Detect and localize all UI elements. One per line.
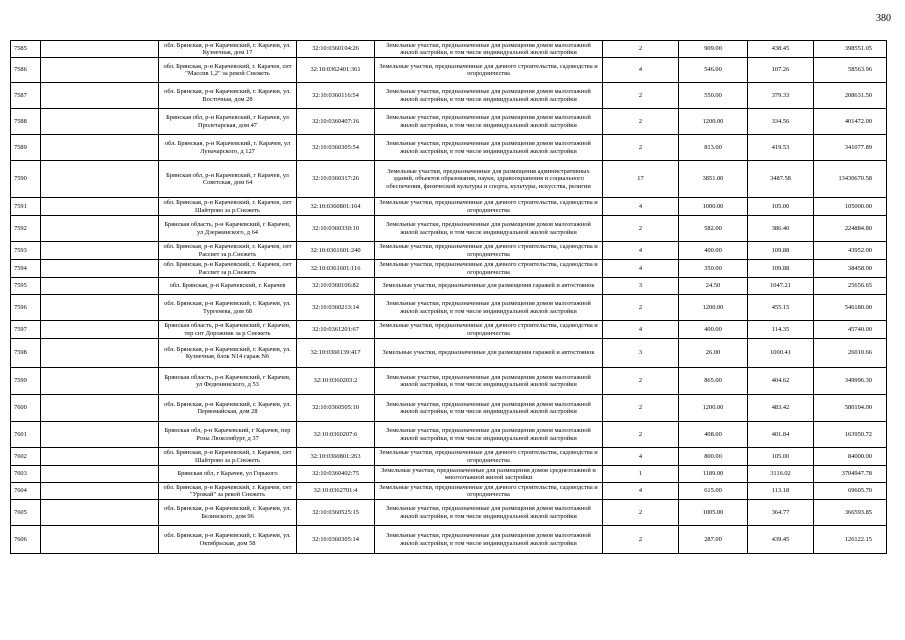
cadastral-number-cell: 32:10:0362701:4: [297, 483, 375, 500]
blank-cell: [41, 339, 159, 368]
address-cell: обл. Брянская, р-н Карачевский, г. Карачев, ул. Октябрьская, дом 58: [159, 526, 297, 554]
cadastral-value-cell: 208631.50: [814, 83, 887, 109]
cadastral-number-cell: 32:10:0360505:10: [297, 395, 375, 422]
area-cell: 1000.00: [679, 198, 748, 216]
row-number-cell: 7602: [11, 448, 41, 466]
cadastral-value-cell: 126122.15: [814, 526, 887, 554]
cadastral-value-cell: 546180.00: [814, 295, 887, 321]
cadastral-value-cell: 43952.00: [814, 242, 887, 260]
table-row: [11, 395, 887, 422]
address-cell: обл. Брянская, р-н Карачевский, г. Карачев, снт Рассвет за р.Снежеть: [159, 260, 297, 278]
address-cell: обл. Брянская, р-н Карачевский, г. Карачев, ул. Кузнечная, дом 17: [159, 41, 297, 58]
table-row: [11, 161, 887, 198]
area-cell: 1005.00: [679, 500, 748, 526]
cadastral-number-cell: 32:10:0360402:75: [297, 466, 375, 483]
land-use-cell: Земельные участки, предназначенные для размещения домов малоэтажной жилой застройки, в том числе индивидуальной жилой застройки: [375, 83, 603, 109]
land-use-cell: Земельные участки, предназначенные для размещения домов малоэтажной жилой застройки, в том числе индивидуальной жилой застройки: [375, 526, 603, 554]
unit-price-cell: 114.35: [748, 321, 814, 339]
use-code-cell: 3: [603, 339, 679, 368]
row-number-cell: 7595: [11, 278, 41, 295]
row-number-cell: 7600: [11, 395, 41, 422]
land-use-cell: Земельные участки, предназначенные для дачного строительства, садоводства и огородничества: [375, 321, 603, 339]
cadastral-number-cell: 32:10:0360139:417: [297, 339, 375, 368]
cadastral-number-cell: 32:10:0360407:16: [297, 109, 375, 135]
address-cell: обл. Брянская, р-н Карачевский, г. Карачев: [159, 278, 297, 295]
area-cell: 1200.00: [679, 295, 748, 321]
row-number-cell: 7590: [11, 161, 41, 198]
cadastral-number-cell: 32:10:0361601:240: [297, 242, 375, 260]
area-cell: 1189.00: [679, 466, 748, 483]
row-number-cell: 7589: [11, 135, 41, 161]
row-number-cell: 7586: [11, 58, 41, 83]
unit-price-cell: 3116.02: [748, 466, 814, 483]
area-cell: 400.00: [679, 321, 748, 339]
use-code-cell: 2: [603, 368, 679, 395]
cadastral-value-cell: 105000.00: [814, 198, 887, 216]
row-number-cell: 7588: [11, 109, 41, 135]
use-code-cell: 4: [603, 58, 679, 83]
land-use-cell: Земельные участки, предназначенные для дачного строительства, садоводства и огородничества: [375, 260, 603, 278]
address-cell: Брянская область, р-н Карачевский, г Карачев, ул Федюнинского, д 53: [159, 368, 297, 395]
blank-cell: [41, 368, 159, 395]
cadastral-value-cell: 224884.80: [814, 216, 887, 242]
blank-cell: [41, 83, 159, 109]
table-row: [11, 41, 887, 58]
use-code-cell: 2: [603, 295, 679, 321]
area-cell: 3851.00: [679, 161, 748, 198]
blank-cell: [41, 278, 159, 295]
blank-cell: [41, 466, 159, 483]
cadastral-value-cell: 26010.66: [814, 339, 887, 368]
unit-price-cell: 1000.41: [748, 339, 814, 368]
cadastral-value-cell: 38458.00: [814, 260, 887, 278]
blank-cell: [41, 483, 159, 500]
blank-cell: [41, 198, 159, 216]
cadastral-number-cell: 32:10:0360116:54: [297, 83, 375, 109]
use-code-cell: 2: [603, 216, 679, 242]
address-cell: Брянская область, р-н Карачевский, г Карачев, тер снт Дорожник за р Снежеть: [159, 321, 297, 339]
blank-cell: [41, 448, 159, 466]
table-row: [11, 321, 887, 339]
cadastral-number-cell: 32:10:0360317:26: [297, 161, 375, 198]
table-row: [11, 448, 887, 466]
table-row: [11, 242, 887, 260]
cadastral-number-cell: 32:10:0360104:26: [297, 41, 375, 58]
address-cell: обл. Брянская, р-н Карачевский, г. Карачев, снт Шайтрово за р.Снежеть: [159, 448, 297, 466]
land-use-cell: Земельные участки, предназначенные для размещения административных зданий, объектов образования, науки, здравоохранения и социального обеспечения, физической культуры и спорта, культуры, искусства, религии: [375, 161, 603, 198]
cadastral-value-cell: 401472.00: [814, 109, 887, 135]
table-row: [11, 278, 887, 295]
cadastral-value-cell: 341077.89: [814, 135, 887, 161]
unit-price-cell: 364.77: [748, 500, 814, 526]
table-row: [11, 58, 887, 83]
address-cell: Брянская область, р-н Карачевский, г Карачев, ул Дзержинского, д 64: [159, 216, 297, 242]
blank-cell: [41, 109, 159, 135]
cadastral-number-cell: 32:10:0360801:164: [297, 198, 375, 216]
table-row: [11, 483, 887, 500]
blank-cell: [41, 58, 159, 83]
unit-price-cell: 113.18: [748, 483, 814, 500]
area-cell: 546.00: [679, 58, 748, 83]
cadastral-value-cell: 398551.05: [814, 41, 887, 58]
unit-price-cell: 379.33: [748, 83, 814, 109]
table-row: [11, 339, 887, 368]
table-row: [11, 216, 887, 242]
land-use-cell: Земельные участки, предназначенные для размещения домов среднеэтажной и многоэтажной жилой застройки: [375, 466, 603, 483]
unit-price-cell: 386.40: [748, 216, 814, 242]
cadastral-number-cell: 32:10:0360801:263: [297, 448, 375, 466]
land-use-cell: Земельные участки, предназначенные для размещения домов малоэтажной жилой застройки, в том числе индивидуальной жилой застройки: [375, 216, 603, 242]
row-number-cell: 7591: [11, 198, 41, 216]
blank-cell: [41, 260, 159, 278]
table-row: [11, 466, 887, 483]
blank-cell: [41, 321, 159, 339]
registry-body: [11, 41, 887, 554]
address-cell: обл. Брянская, р-н Карачевский, г. Карачев, снт "Массив 1,2" за рекой Снежеть: [159, 58, 297, 83]
land-use-cell: Земельные участки, предназначенные для размещения домов малоэтажной жилой застройки, в том числе индивидуальной жилой застройки: [375, 368, 603, 395]
use-code-cell: 2: [603, 500, 679, 526]
cadastral-value-cell: 45740.00: [814, 321, 887, 339]
row-number-cell: 7593: [11, 242, 41, 260]
table-row: [11, 109, 887, 135]
use-code-cell: 2: [603, 422, 679, 448]
use-code-cell: 2: [603, 526, 679, 554]
unit-price-cell: 334.56: [748, 109, 814, 135]
address-cell: обл. Брянская, р-н Карачевский, г. Карачев, ул. Восточная, дом 28: [159, 83, 297, 109]
row-number-cell: 7592: [11, 216, 41, 242]
cadastral-value-cell: 25656.65: [814, 278, 887, 295]
area-cell: 350.00: [679, 260, 748, 278]
blank-cell: [41, 135, 159, 161]
cadastral-number-cell: 32:10:0360305:14: [297, 526, 375, 554]
land-use-cell: Земельные участки, предназначенные для размещения домов малоэтажной жилой застройки, в том числе индивидуальной жилой застройки: [375, 500, 603, 526]
blank-cell: [41, 242, 159, 260]
cadastral-value-cell: 349996.30: [814, 368, 887, 395]
cadastral-number-cell: 32:10:0362401:361: [297, 58, 375, 83]
cadastral-number-cell: 32:10:0360213:14: [297, 295, 375, 321]
area-cell: 1200.00: [679, 109, 748, 135]
table-row: [11, 83, 887, 109]
area-cell: 287.00: [679, 526, 748, 554]
table-row: [11, 260, 887, 278]
blank-cell: [41, 216, 159, 242]
cadastral-value-cell: 366593.85: [814, 500, 887, 526]
address-cell: Брянская обл, р-н Карачевский, г Карачев, ул Пролетарская, дом 47: [159, 109, 297, 135]
use-code-cell: 4: [603, 260, 679, 278]
unit-price-cell: 404.62: [748, 368, 814, 395]
land-use-cell: Земельные участки, предназначенные для размещения домов малоэтажной жилой застройки, в том числе индивидуальной жилой застройки: [375, 135, 603, 161]
address-cell: обл. Брянская, р-н Карачевский, г. Карачев, снт "Урожай" за рекой Снежеть: [159, 483, 297, 500]
use-code-cell: 2: [603, 41, 679, 58]
land-use-cell: Земельные участки, предназначенные для размещения домов малоэтажной жилой застройки, в том числе индивидуальной жилой застройки: [375, 422, 603, 448]
area-cell: 615.00: [679, 483, 748, 500]
area-cell: 1200.00: [679, 395, 748, 422]
area-cell: 909.00: [679, 41, 748, 58]
address-cell: обл. Брянская, р-н Карачевский, г. Карачев, ул. Кузнечная, блок N14 гараж N6: [159, 339, 297, 368]
blank-cell: [41, 295, 159, 321]
cadastral-number-cell: 32:10:0360330:10: [297, 216, 375, 242]
use-code-cell: 4: [603, 448, 679, 466]
row-number-cell: 7606: [11, 526, 41, 554]
cadastral-value-cell: 13430670.58: [814, 161, 887, 198]
area-cell: 582.00: [679, 216, 748, 242]
area-cell: 400.00: [679, 242, 748, 260]
table-row: [11, 422, 887, 448]
blank-cell: [41, 395, 159, 422]
cadastral-number-cell: 32:10:0361201:67: [297, 321, 375, 339]
unit-price-cell: 455.15: [748, 295, 814, 321]
address-cell: обл. Брянская, р-н Карачевский, г. Карачев, снт Шайтрово за р.Снежеть: [159, 198, 297, 216]
land-use-cell: Земельные участки, предназначенные для размещения домов малоэтажной жилой застройки, в том числе индивидуальной жилой застройки: [375, 109, 603, 135]
use-code-cell: 4: [603, 321, 679, 339]
row-number-cell: 7585: [11, 41, 41, 58]
table-row: [11, 295, 887, 321]
land-use-cell: Земельные участки, предназначенные для дачного строительства, садоводства и огородничества: [375, 198, 603, 216]
address-cell: обл. Брянская, р-н Карачевский, г. Карачев, ул Луначарского, д 127: [159, 135, 297, 161]
land-use-cell: Земельные участки, предназначенные для дачного строительства, садоводства и огородничества: [375, 242, 603, 260]
use-code-cell: 3: [603, 278, 679, 295]
use-code-cell: 4: [603, 483, 679, 500]
unit-price-cell: 1047.21: [748, 278, 814, 295]
cadastral-number-cell: 32:10:0360207:6: [297, 422, 375, 448]
use-code-cell: 2: [603, 109, 679, 135]
unit-price-cell: 401.84: [748, 422, 814, 448]
cadastral-number-cell: 32:10:0360203:2: [297, 368, 375, 395]
unit-price-cell: 439.45: [748, 526, 814, 554]
cadastral-number-cell: 32:10:0360305:54: [297, 135, 375, 161]
land-use-cell: Земельные участки, предназначенные для размещения гаражей и автостоянок: [375, 339, 603, 368]
row-number-cell: 7599: [11, 368, 41, 395]
address-cell: обл. Брянская, р-н Карачевский, г. Карачев, ул. Белинского, дом 96: [159, 500, 297, 526]
cadastral-number-cell: 32:10:0361601:116: [297, 260, 375, 278]
blank-cell: [41, 526, 159, 554]
blank-cell: [41, 422, 159, 448]
unit-price-cell: 105.00: [748, 448, 814, 466]
area-cell: 550.00: [679, 83, 748, 109]
land-use-cell: Земельные участки, предназначенные для дачного строительства, садоводства и огородничества: [375, 483, 603, 500]
unit-price-cell: 438.45: [748, 41, 814, 58]
unit-price-cell: 109.88: [748, 260, 814, 278]
row-number-cell: 7605: [11, 500, 41, 526]
table-row: [11, 500, 887, 526]
land-use-cell: Земельные участки, предназначенные для размещения домов малоэтажной жилой застройки, в том числе индивидуальной жилой застройки: [375, 41, 603, 58]
area-cell: 24.50: [679, 278, 748, 295]
unit-price-cell: 483.42: [748, 395, 814, 422]
blank-cell: [41, 500, 159, 526]
land-use-cell: Земельные участки, предназначенные для дачного строительства, садоводства и огородничества: [375, 58, 603, 83]
row-number-cell: 7604: [11, 483, 41, 500]
address-cell: обл. Брянская, р-н Карачевский, г. Карачев, ул. Первомайская, дом 28: [159, 395, 297, 422]
row-number-cell: 7601: [11, 422, 41, 448]
land-use-cell: Земельные участки, предназначенные для размещения домов малоэтажной жилой застройки, в том числе индивидуальной жилой застройки: [375, 395, 603, 422]
table-row: [11, 198, 887, 216]
unit-price-cell: 105.00: [748, 198, 814, 216]
area-cell: 408.00: [679, 422, 748, 448]
blank-cell: [41, 161, 159, 198]
address-cell: Брянская обл, р-н Карачевский, г Карачев, ул Советская, дом 64: [159, 161, 297, 198]
use-code-cell: 4: [603, 242, 679, 260]
unit-price-cell: 419.53: [748, 135, 814, 161]
address-cell: Брянская обл, г Карачев, ул Горького: [159, 466, 297, 483]
area-cell: 26.00: [679, 339, 748, 368]
unit-price-cell: 3487.58: [748, 161, 814, 198]
area-cell: 865.00: [679, 368, 748, 395]
land-registry-table: [10, 40, 887, 554]
area-cell: 800.00: [679, 448, 748, 466]
use-code-cell: 17: [603, 161, 679, 198]
use-code-cell: 2: [603, 395, 679, 422]
cadastral-value-cell: 84000.00: [814, 448, 887, 466]
use-code-cell: 2: [603, 83, 679, 109]
page-number: 380: [876, 13, 891, 24]
area-cell: 813.00: [679, 135, 748, 161]
land-use-cell: Земельные участки, предназначенные для размещения домов малоэтажной жилой застройки, в том числе индивидуальной жилой застройки: [375, 295, 603, 321]
address-cell: обл. Брянская, р-н Карачевский, г. Карачев, снт Рассвет за р.Снежеть: [159, 242, 297, 260]
row-number-cell: 7596: [11, 295, 41, 321]
address-cell: Брянская обл, р-н Карачевский, г Карачев, пер Розы Люксембург, д 37: [159, 422, 297, 448]
cadastral-value-cell: 58563.96: [814, 58, 887, 83]
blank-cell: [41, 41, 159, 58]
cadastral-number-cell: 32:10:0360106:82: [297, 278, 375, 295]
table-row: [11, 135, 887, 161]
table-row: [11, 368, 887, 395]
row-number-cell: 7603: [11, 466, 41, 483]
cadastral-value-cell: 163950.72: [814, 422, 887, 448]
unit-price-cell: 109.88: [748, 242, 814, 260]
table-row: [11, 526, 887, 554]
cadastral-value-cell: 580104.00: [814, 395, 887, 422]
unit-price-cell: 107.26: [748, 58, 814, 83]
use-code-cell: 1: [603, 466, 679, 483]
row-number-cell: 7598: [11, 339, 41, 368]
use-code-cell: 4: [603, 198, 679, 216]
land-use-cell: Земельные участки, предназначенные для дачного строительства, садоводства и огородничества: [375, 448, 603, 466]
use-code-cell: 2: [603, 135, 679, 161]
cadastral-value-cell: 3704947.78: [814, 466, 887, 483]
land-use-cell: Земельные участки, предназначенные для размещения гаражей и автостоянок: [375, 278, 603, 295]
row-number-cell: 7587: [11, 83, 41, 109]
cadastral-number-cell: 32:10:0360525:15: [297, 500, 375, 526]
row-number-cell: 7597: [11, 321, 41, 339]
cadastral-value-cell: 69605.70: [814, 483, 887, 500]
address-cell: обл. Брянская, р-н Карачевский, г. Карачев, ул. Тургенева, дом 68: [159, 295, 297, 321]
row-number-cell: 7594: [11, 260, 41, 278]
